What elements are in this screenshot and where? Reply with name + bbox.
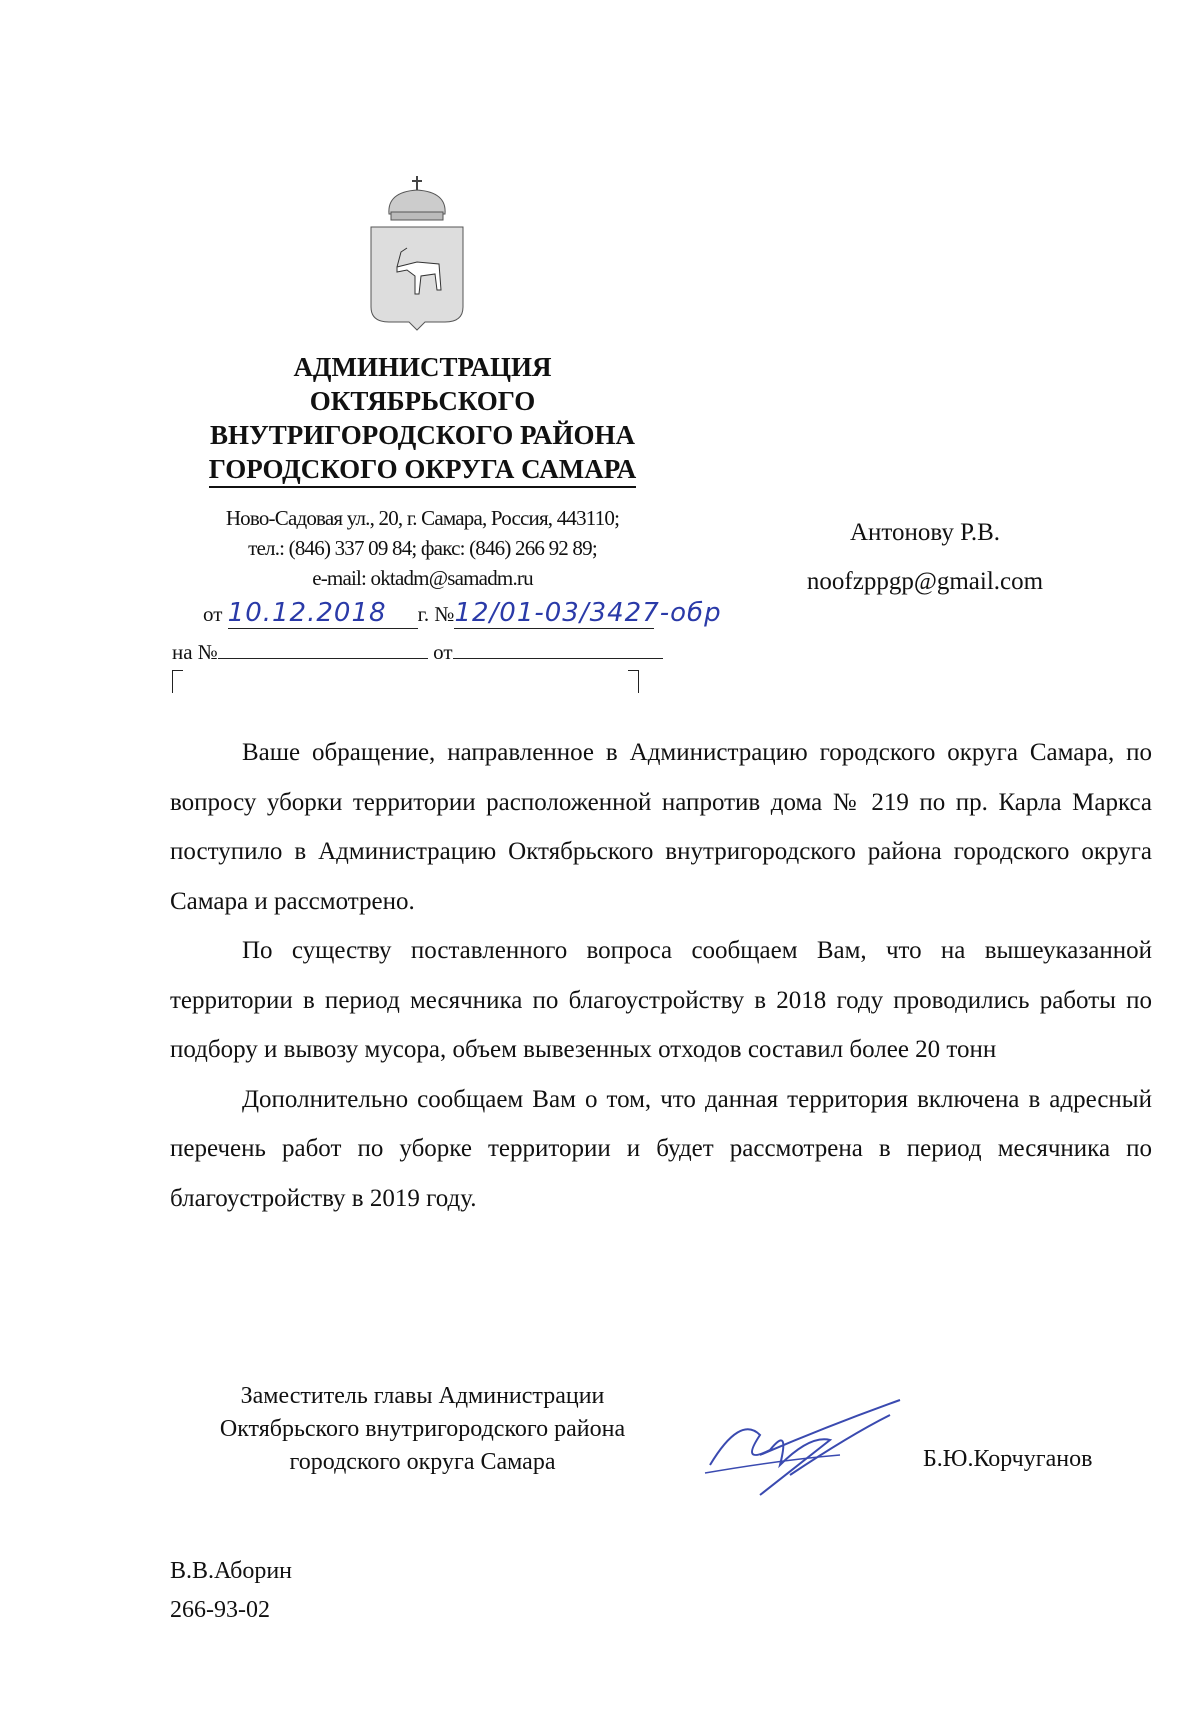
signatory-position (140, 1380, 705, 1479)
executor-block (170, 1552, 292, 1630)
address-line: Ново-Садовая ул., 20, г. Самара, Россия, 443110; (225, 506, 620, 530)
handwritten-date: 10.12.2018 (228, 598, 418, 629)
body-paragraph: Ваше обращение, направленное в Администрацию городского округа Самара, по вопросу уборки территории расположенной напротив дома № 219 по пр. Карла Маркса поступило в Администрацию Октябрьского внутригородского района городского округа Самара и рассмотрено. (170, 739, 1152, 915)
org-line: АДМИНИСТРАЦИЯ (293, 352, 552, 382)
handwritten-number: 12/01-03/3427-обр (454, 598, 722, 628)
recipient-block (760, 508, 1090, 606)
coat-of-arms-emblem (367, 172, 467, 332)
organization-title (140, 350, 705, 488)
body-paragraph: Дополнительно сообщаем Вам о том, что данная территория включена в адресный перечень работ по уборке территории и будет рассмотрена в период месячника по благоустройству в 2019 году. (170, 1085, 1152, 1212)
incoming-reference (172, 640, 663, 665)
handwritten-signature (700, 1395, 910, 1505)
number-prefix: г. № (417, 602, 455, 626)
signatory-name: Б.Ю.Корчуганов (923, 1446, 1093, 1472)
executor-name: В.В.Аборин (170, 1558, 293, 1584)
org-line: ОКТЯБРЬСКОГО (309, 386, 536, 416)
email-line: e-mail: oktadm@samadm.ru (312, 566, 533, 590)
org-line: ВНУТРИГОРОДСКОГО РАЙОНА (209, 420, 636, 450)
recipient-name: Антонову Р.В. (849, 519, 1001, 546)
letter-body (170, 728, 1152, 1223)
body-paragraph: По существу поставленного вопроса сообщаем Вам, что на вышеуказанной территории в период месячника по благоустройству в 2018 году проводились работы по подбору и вывозу мусора, объем вывезенных отходов составил более 20 тонн (170, 937, 1152, 1063)
position-line: городского округа Самара (289, 1449, 556, 1475)
position-line: Заместитель главы Администрации (240, 1383, 605, 1409)
address-corner-right (628, 670, 639, 693)
recipient-email: noofzppgp@gmail.com (806, 568, 1044, 595)
ref-from: от (433, 640, 453, 664)
position-line: Октябрьского внутригородского района (219, 1416, 626, 1442)
outgoing-reference (203, 598, 722, 629)
ref-prefix: на № (172, 640, 218, 664)
executor-phone: 266-93-02 (170, 1597, 270, 1623)
org-address (140, 503, 705, 593)
date-prefix: от (203, 602, 223, 626)
phone-line: тел.: (846) 337 09 84; факс: (846) 266 92 89; (248, 536, 597, 560)
org-line: ГОРОДСКОГО ОКРУГА САМАРА (209, 452, 637, 488)
address-corner-left (172, 670, 183, 693)
